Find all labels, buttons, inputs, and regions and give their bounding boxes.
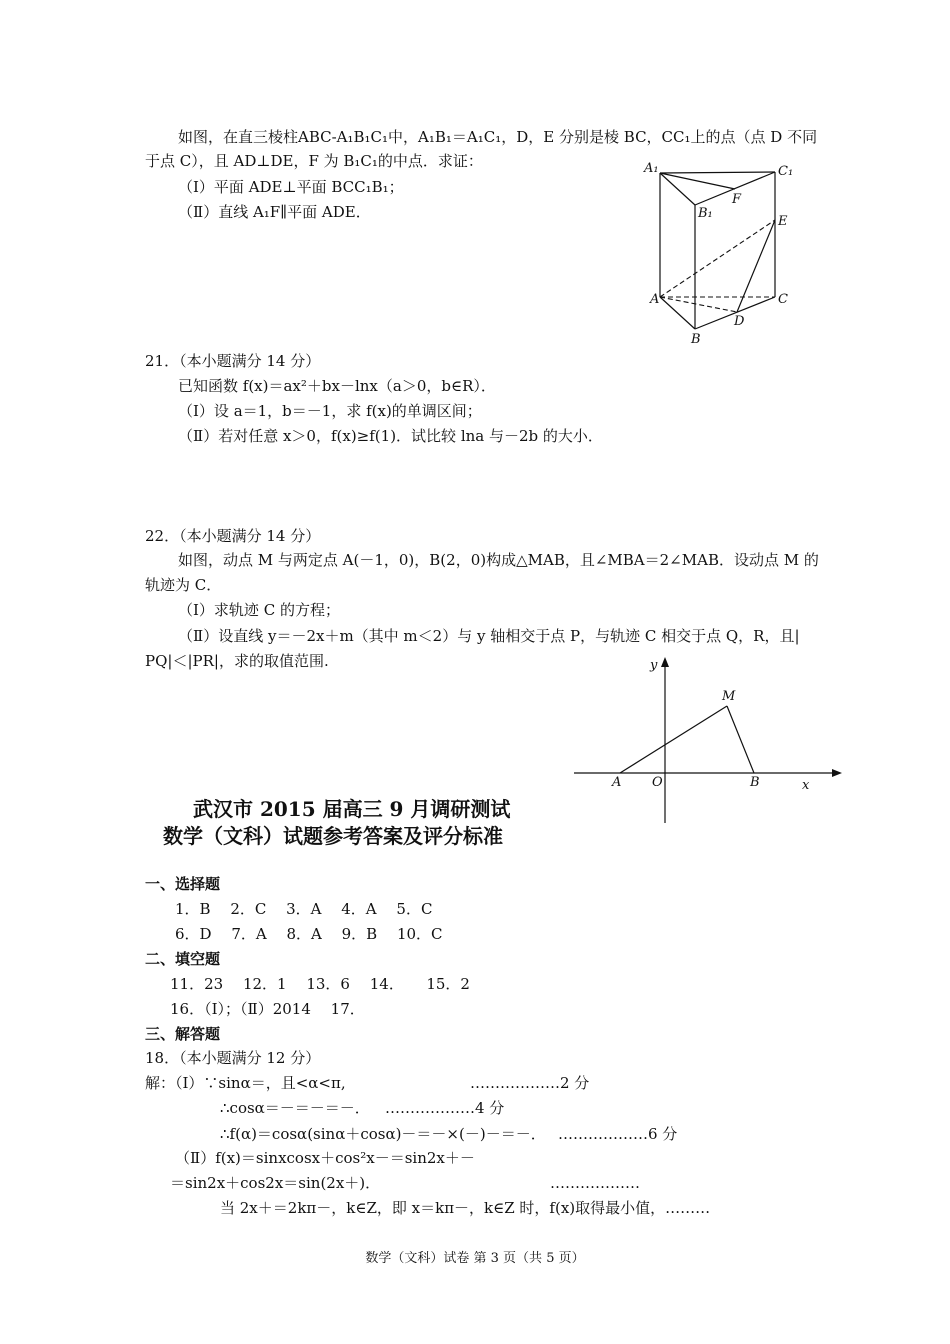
y-axis-arrow <box>661 657 669 667</box>
prism-figure <box>640 155 820 350</box>
p22-line1: 如图，动点 M 与两定点 A(－1，0)，B(2，0)构成△MAB，且∠MBA＝2∠MAB．设动点 M 的 <box>178 551 819 569</box>
q18-header: 18．（本小题满分 12 分） <box>145 1049 321 1067</box>
section3-heading: 三、解答题 <box>145 1025 221 1043</box>
section1-heading: 一、选择题 <box>145 875 221 893</box>
p22-line2: 轨迹为 C． <box>145 576 222 594</box>
p22-header: 22．（本小题满分 14 分） <box>145 527 321 545</box>
section2-heading: 二、填空题 <box>145 950 221 968</box>
label-m: M <box>722 689 736 704</box>
q18-sol3-score: ………………6 分 <box>558 1125 678 1143</box>
edge-d-e <box>737 220 775 312</box>
edge-a1-c1 <box>660 172 775 173</box>
edge-a1-f <box>660 173 735 189</box>
q18-sol1-score: ………………2 分 <box>470 1074 590 1092</box>
p22-part1: （Ⅰ）求轨迹 C 的方程； <box>178 601 340 619</box>
edge-a-e <box>660 220 775 297</box>
section2-row2: 16．（Ⅰ）；（Ⅱ）2014 17． <box>170 1000 365 1018</box>
p21-line1: 已知函数 f(x)＝ax²＋bx－lnx（a＞0，b∈R）． <box>178 377 496 395</box>
label-y: y <box>650 658 658 673</box>
p21-part2: （Ⅱ）若对任意 x＞0，f(x)≥f(1)．试比较 lna 与－2b 的大小． <box>178 427 603 445</box>
section2-row1: 11．23 12．1 13．6 14． 15．2 <box>170 975 470 993</box>
p22-part2b: PQ|＜|PR|，求的取值范围. <box>145 652 329 670</box>
page-footer: 数学（文科）试卷 第 3 页（共 5 页） <box>365 1251 585 1266</box>
segment-mb <box>727 706 754 773</box>
label-c1: C₁ <box>778 164 794 179</box>
p21-header: 21．（本小题满分 14 分） <box>145 352 321 370</box>
p20-line2: 于点 C），且 AD⊥DE，F 为 B₁C₁的中点．求证： <box>145 152 483 170</box>
answer-title-line1: 武汉市 2015 届高三 9 月调研测试 <box>193 797 511 821</box>
label-a: A <box>650 292 660 307</box>
p21-part1: （Ⅰ）设 a＝1，b＝－1，求 f(x)的单调区间； <box>178 402 482 420</box>
section1-row2: 6．D 7．A 8．A 9．B 10．C <box>175 925 443 943</box>
p22-part2: （Ⅱ）设直线 y＝－2x＋m（其中 m＜2）与 y 轴相交于点 P，与轨迹 C 相交于点 Q，R，且| <box>178 627 800 645</box>
label-c: C <box>778 292 788 307</box>
label-b: B <box>691 332 701 347</box>
p20-part1: （Ⅰ）平面 ADE⊥平面 BCC₁B₁； <box>178 178 404 196</box>
q18-sol5: ＝sin2x＋cos2x＝sin(2x＋)． <box>170 1174 381 1192</box>
segment-am <box>620 706 727 773</box>
q18-sol1: 解：（Ⅰ）∵sinα＝，且<α<π, <box>145 1074 346 1092</box>
coordinate-figure <box>570 655 845 825</box>
answer-title-line2: 数学（文科）试题参考答案及评分标准 <box>163 824 503 848</box>
q18-sol2: ∴cosα＝－＝－＝－． <box>220 1099 370 1117</box>
q18-sol5-score: ……………… <box>550 1174 640 1192</box>
edge-a1-b1 <box>660 173 695 205</box>
label-a: A <box>612 775 622 790</box>
q18-sol3: ∴f(α)＝cosα(sinα＋cosα)－＝－×(－)－＝－． <box>220 1125 546 1143</box>
p20-line1: 如图，在直三棱柱ABC-A₁B₁C₁中，A₁B₁＝A₁C₁，D，E 分别是棱 BC，CC₁上的点（点 D 不同 <box>178 128 818 146</box>
edge-a-b <box>660 297 695 329</box>
x-axis-arrow <box>832 769 842 777</box>
label-d: D <box>734 314 745 329</box>
label-o: O <box>652 775 663 790</box>
label-a1: A₁ <box>644 161 659 176</box>
label-b1: B₁ <box>698 206 713 221</box>
section1-row1: 1．B 2．C 3．A 4．A 5．C <box>175 900 433 918</box>
label-x: x <box>802 778 810 793</box>
q18-sol2-score: ………………4 分 <box>385 1099 505 1117</box>
q18-sol4: （Ⅱ）f(x)＝sinxcosx＋cos²x－＝sin2x＋－ <box>175 1149 475 1167</box>
q18-sol6: 当 2x＋＝2kπ－，k∈Z，即 x＝kπ－，k∈Z 时，f(x)取得最小值，……… <box>220 1199 711 1217</box>
p20-part2: （Ⅱ）直线 A₁F∥平面 ADE． <box>178 203 371 221</box>
label-f: F <box>732 192 742 207</box>
label-e: E <box>778 214 788 229</box>
edge-a-d <box>660 297 737 312</box>
label-b: B <box>750 775 760 790</box>
